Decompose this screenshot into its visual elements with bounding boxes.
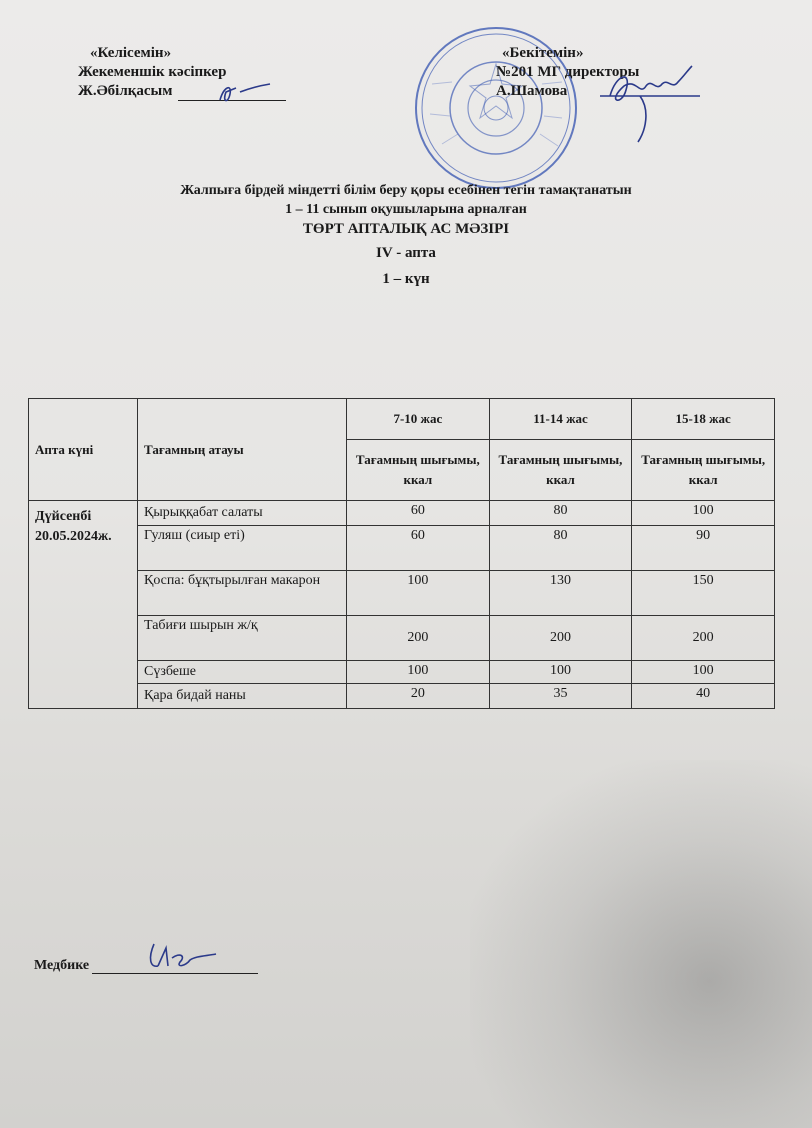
col-header-dish: Тағамның атауы [138,399,347,501]
dish-name: Қоспа: бұқтырылған макарон [138,571,347,616]
table-row [29,661,775,684]
agreed-label: «Келісемін» [90,45,172,61]
value-7-10: 200 [347,616,490,661]
yield-header-3: Тағамның шығымы, ккал [632,440,775,501]
shadow [470,760,812,1128]
value-15-18: 90 [632,526,775,571]
title-line-2: 1 – 11 сынып оқушыларына арналған [285,202,527,217]
col-header-age-2: 11-14 жас [489,399,632,440]
value-15-18: 100 [632,661,775,684]
signature-right [580,56,710,146]
value-7-10: 100 [347,571,490,616]
value-11-14: 35 [489,684,632,709]
dish-name: Қырыққабат салаты [138,501,347,526]
value-7-10: 20 [347,684,490,709]
menu-table [28,398,775,709]
value-7-10: 60 [347,501,490,526]
title-line-3: ТӨРТ АПТАЛЫҚ АС МӘЗІРІ [302,221,510,237]
signature-left [210,78,280,108]
week-label: IV - апта [376,245,436,261]
dish-name: Сүзбеше [138,661,347,684]
yield-header-2: Тағамның шығымы, ккал [489,440,632,501]
col-header-age-1: 7-10 жас [347,399,490,440]
day-label: 1 – күн [382,271,430,287]
yield-header-1: Тағамның шығымы, ккал [347,440,490,501]
signature-nurse [140,938,220,974]
table-row [29,526,775,571]
dish-name: Қара бидай наны [138,684,347,709]
value-11-14: 130 [489,571,632,616]
entrepreneur-name: Ж.Әбілқасым [78,83,173,99]
day-cell [29,501,138,709]
value-11-14: 80 [489,501,632,526]
table-row [29,501,775,526]
value-15-18: 40 [632,684,775,709]
director-name: А.Шамова [496,83,568,99]
approved-label: «Бекітемін» [502,45,584,61]
table-row [29,571,775,616]
director-role: №201 МГ директоры [496,64,640,80]
value-11-14: 200 [489,616,632,661]
value-15-18: 200 [632,616,775,661]
value-15-18: 150 [632,571,775,616]
table-header-row [29,399,775,440]
value-7-10: 100 [347,661,490,684]
nurse-label: Медбике [34,958,90,973]
day-name: Дүйсенбі [35,509,92,524]
col-header-day: Апта күні [29,399,138,501]
entrepreneur-role: Жекеменшік кәсіпкер [78,64,227,80]
value-15-18: 100 [632,501,775,526]
dish-name: Гуляш (сиыр еті) [138,526,347,571]
title-line-1: Жалпыға бірдей міндетті білім беру қоры есебінен тегін тамақтанатын [180,183,632,198]
day-date: 20.05.2024ж. [35,529,112,544]
document-title [0,180,812,290]
col-header-age-3: 15-18 жас [632,399,775,440]
value-11-14: 100 [489,661,632,684]
table-row [29,684,775,709]
value-11-14: 80 [489,526,632,571]
value-7-10: 60 [347,526,490,571]
dish-name: Табиғи шырын ж/қ [138,616,347,661]
table-row [29,616,775,661]
